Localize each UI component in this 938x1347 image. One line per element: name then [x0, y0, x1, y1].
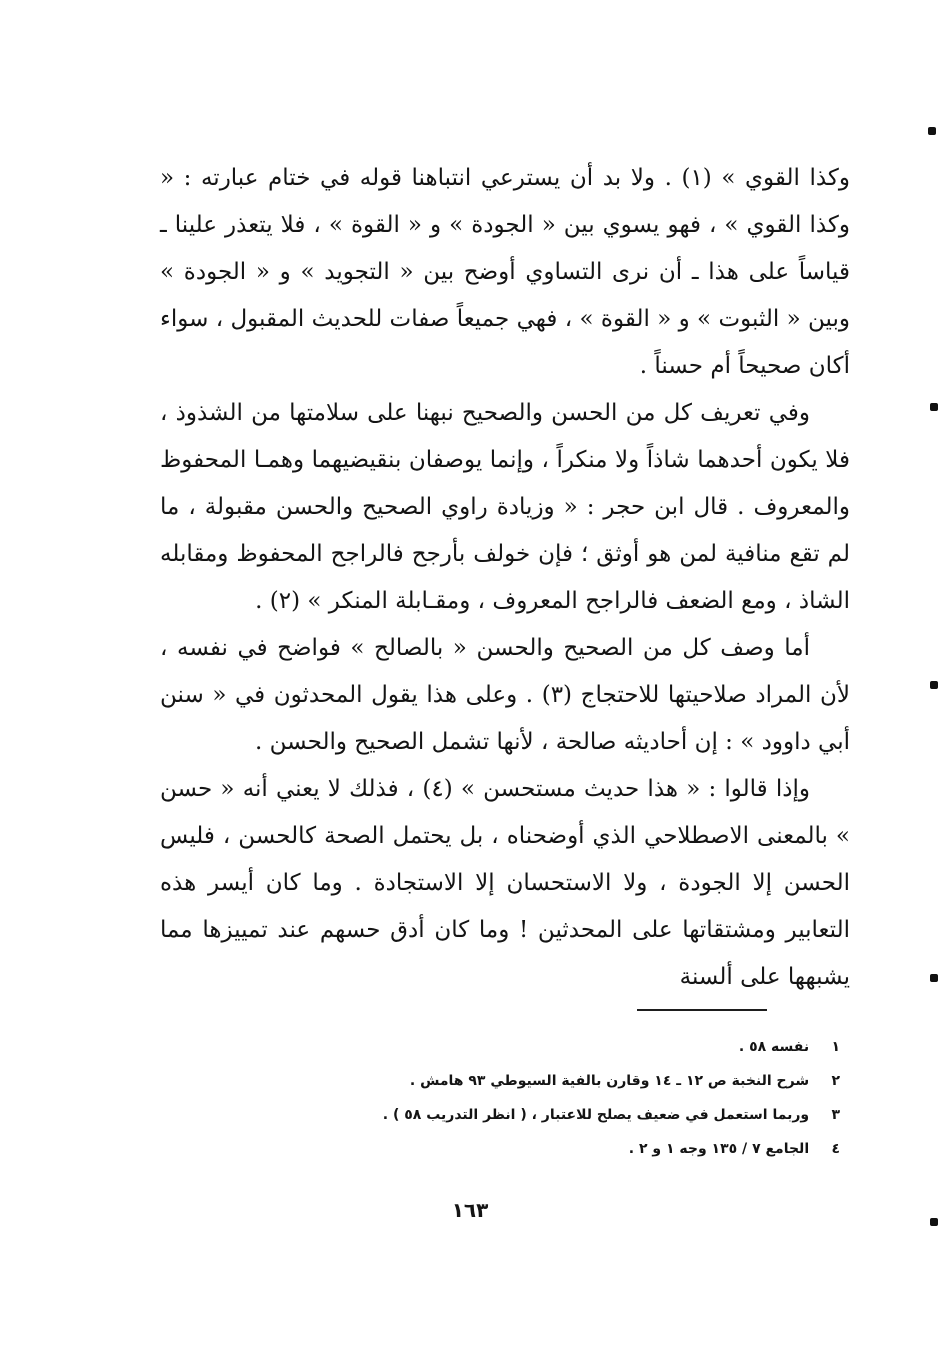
- footnote-number: ١: [831, 1039, 840, 1055]
- margin-mark-top: [928, 127, 936, 135]
- main-text: [160, 155, 850, 1001]
- footnote-number: ٤: [831, 1141, 840, 1157]
- margin-mark-upper: [930, 403, 938, 411]
- footnote-2: [300, 1064, 840, 1098]
- margin-mark-middle: [930, 681, 938, 689]
- footnote-divider: [637, 1009, 767, 1011]
- paragraph-3: أما وصف كل من الصحيح والحسن « بالصالح » فواضح في نفسه ، لأن المراد صلاحيتها للاحتجاج (٣) . وعلى هذا يقول المحدثون في « سنن أبي داوود » : إن أحاديثه صالحة ، لأنها تشمل الصحيح والحسن .: [160, 635, 851, 755]
- paragraph-4: وإذا قالوا : « هذا حديث مستحسن » (٤) ، فذلك لا يعني أنه « حسن » بالمعنى الاصطلاحي الذي أوضحناه ، بل يحتمل الصحة كالحسن ، فليس الحسن إلا الجودة ، ولا الاستحسان إلا الاستجادة . وما كان أيسر هذه التعابير ومشتقاتها على المحدثين ! وما كان أدق حسهم عند تمييزها مما يشبهها على ألسنة: [160, 776, 850, 990]
- margin-mark-bottom: [930, 1218, 938, 1226]
- footnote-number: ٢: [831, 1073, 840, 1089]
- paragraph-1: وكذا القوي » (١) . ولا بد أن يسترعي انتباهنا قوله في ختام عبارته : « وكذا القوي » ، فهو يسوي بين « الجودة » و « القوة » ، فلا يتعذر علينا ـ قياساً على هذا ـ أن نرى التساوي أوضح بين « التجويد » و « الجودة » وبين « الثبوت » و « القوة » ، فهي جميعاً صفات للحديث المقبول ، سواء أكان صحيحاً أم حسناً .: [160, 165, 850, 379]
- footnote-3: [300, 1098, 840, 1132]
- footnote-4: [300, 1132, 840, 1166]
- footnote-number: ٣: [831, 1107, 840, 1123]
- footnotes: [300, 1030, 840, 1166]
- footnote-text: وربما استعمل في ضعيف يصلح للاعتبار ، ( انظر التدريب ٥٨ ) .: [382, 1107, 810, 1123]
- paragraph-2: وفي تعريف كل من الحسن والصحيح نبهنا على سلامتها من الشذوذ ، فلا يكون أحدهما شاذاً ولا منكراً ، وإنما يوصفان بنقيضيهما وهمـا المحفوظ والمعروف . قال ابن حجر : « وزيادة راوي الصحيح والحسن مقبولة ، ما لم تقع منافية لمن هو أوثق ؛ فإن خولف بأرجح فالراجح المحفوظ ومقابله الشاذ ، ومع الضعف فالراجح المعروف ، ومقـابلة المنكر » (٢) .: [160, 400, 850, 614]
- page-number: ١٦٣: [451, 1198, 489, 1222]
- footnote-text: نفسه ٥٨ .: [738, 1039, 810, 1055]
- margin-mark-lower: [930, 974, 938, 982]
- footnote-1: [300, 1030, 840, 1064]
- footnote-text: الجامع ٧ / ١٣٥ وجه ١ و ٢ .: [628, 1141, 810, 1157]
- footnote-text: شرح النخبة ص ١٢ ـ ١٤ وقارن بالفية السيوطي ٩٣ هامش .: [409, 1073, 810, 1089]
